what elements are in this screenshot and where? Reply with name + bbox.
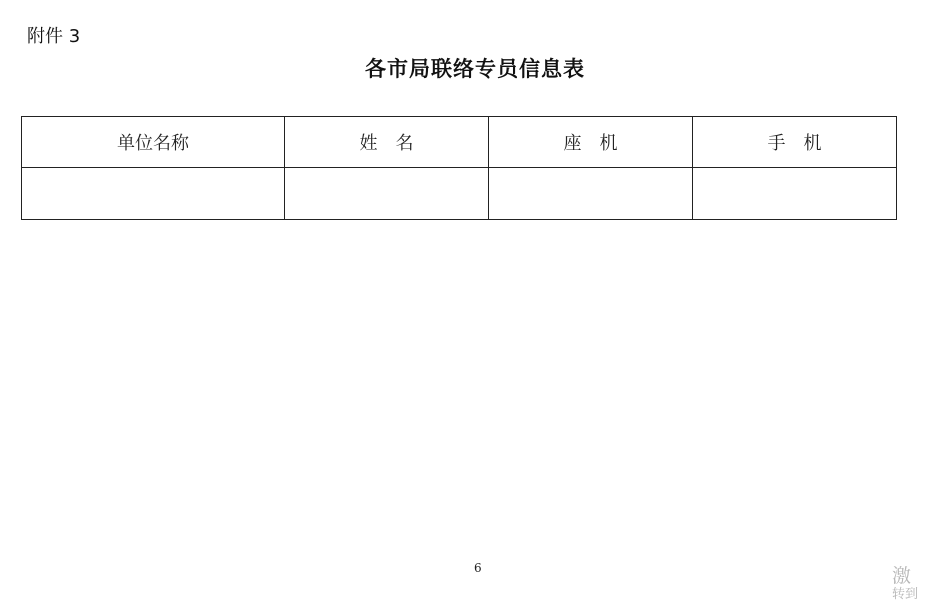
table-cell-landline [489,168,693,220]
column-header-unit-name: 单位名称 [22,117,285,168]
column-header-mobile: 手 机 [693,117,897,168]
activation-watermark [892,566,918,603]
watermark-line-2: 转到 [892,586,919,602]
liaison-info-table [21,116,897,220]
document-title: 各市局联络专员信息表 [365,56,585,81]
table-cell-mobile [693,168,897,220]
watermark-line-1: 激 [892,565,912,587]
page-number: 6 [474,561,482,575]
column-header-landline: 座 机 [489,117,693,168]
column-header-name: 姓 名 [285,117,489,168]
table-header-row [22,117,897,168]
attachment-label: 附件 3 [27,26,81,47]
table-cell-unit-name [22,168,285,220]
table-row [22,168,897,220]
table-cell-name [285,168,489,220]
